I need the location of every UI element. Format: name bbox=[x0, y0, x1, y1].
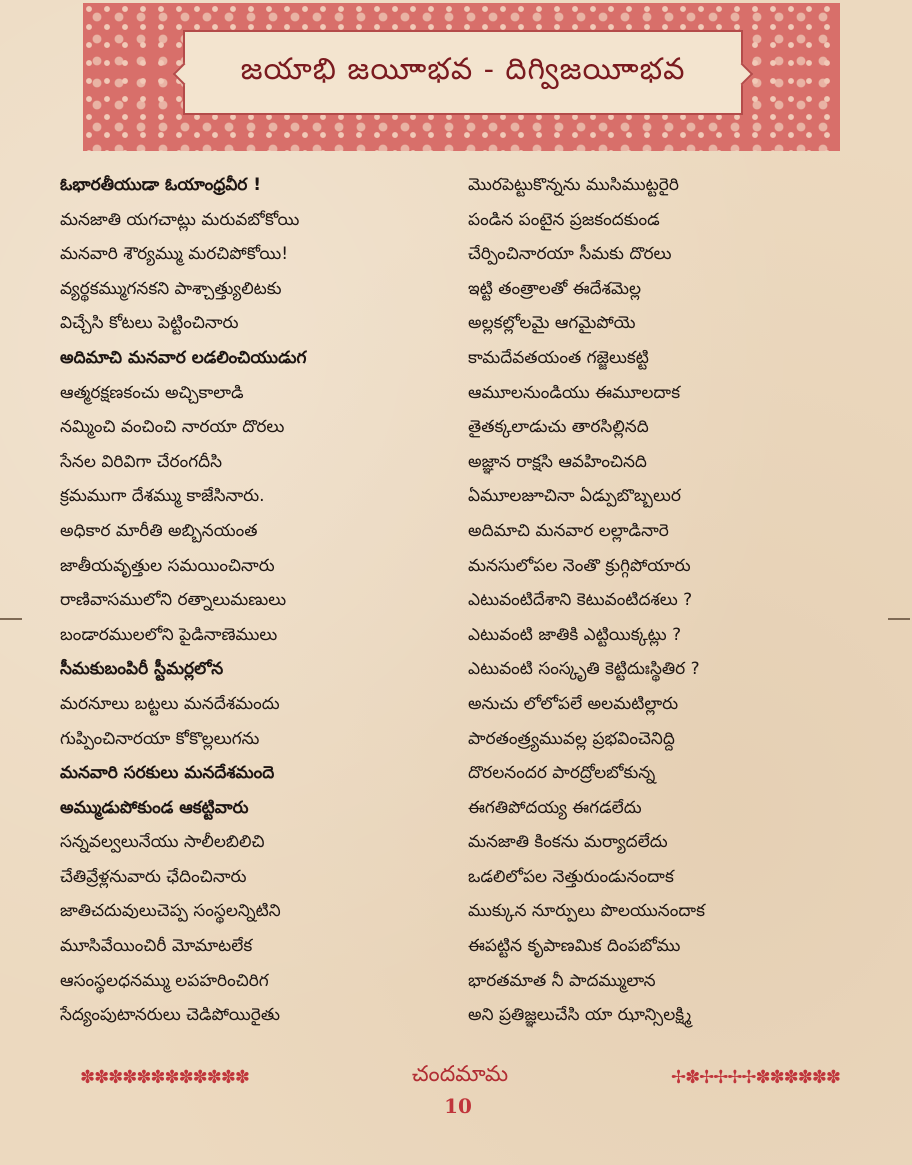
poem-line: సీమకుబంపిరీ స్టీమర్లలోన bbox=[60, 659, 224, 680]
poem-line: మనజాతి కింకను మర్యాదలేదు bbox=[468, 832, 668, 853]
poem-line: బండారములలోని పైడినాణెములు bbox=[60, 624, 278, 645]
poem-line: చేతివ్రేళ్లనువారు ఛేదించినారు bbox=[60, 866, 247, 887]
poem-line: మనవారి శౌర్యమ్ము మరచిపోకోయి! bbox=[60, 244, 289, 265]
poem-line: ఆమూలనుండియు ఈమూలదాక bbox=[468, 382, 681, 403]
page-number: 10 bbox=[444, 1094, 472, 1118]
footer-border bbox=[80, 1062, 840, 1092]
poem-line: నమ్మించి వంచించి నారయా దొరలు bbox=[60, 417, 285, 438]
poem-line: జాతిచదువులుచెప్ప సంస్థలన్నిటిని bbox=[60, 901, 281, 922]
poem-line: దొరలనందర పారద్రోలబోకున్న bbox=[468, 763, 656, 784]
poem-line: విచ్చేసి కోటలు పెట్టించినారు bbox=[60, 313, 239, 334]
poem-line: అనుచు లోలోపలే అలమటిల్లారు bbox=[468, 693, 679, 714]
poem-line: మొరపెట్టుకొన్నను ముసిముట్టరైరి bbox=[468, 175, 679, 195]
poem-line: క్రమముగా దేశమ్ము కాజేసినారు. bbox=[60, 486, 265, 507]
poem-line: అదిమాచి మనవార లల్లాడినారె bbox=[468, 520, 669, 541]
poem-left-column bbox=[60, 168, 430, 1033]
poem-line: అమ్ముడుపోకుండ ఆకట్టివారు bbox=[60, 797, 249, 818]
poem-line: భారతమాత నీ పాదమ్ములాన bbox=[468, 970, 656, 991]
poem-line: సన్నవల్వలునేయు సాలీలబిలిచి bbox=[60, 832, 265, 853]
poem-line: మూసివేయించిరీ మోమాటలేక bbox=[60, 936, 253, 957]
footer-star-ornament-right: ✢✽✢✢✢✢✽✽✽✽✽✽ bbox=[671, 1066, 840, 1088]
poem-line: కామదేవతయంత గజ్జెలుకట్టి bbox=[468, 347, 649, 368]
margin-mark bbox=[888, 618, 910, 620]
poem-line: అదిమాచి మనవార లడలించియుడుగ bbox=[60, 347, 307, 368]
poem-line: ఈగతిపోదయ్య ఈగడలేదు bbox=[468, 797, 642, 818]
poem-line: అజ్ఞాన రాక్షసి ఆవహించినది bbox=[468, 451, 647, 472]
poem-line: తైతక్కలాడుచు తారసిల్లినది bbox=[468, 417, 649, 438]
poem-line: సేనల విరివిగా చేరంగదీసి bbox=[60, 451, 223, 472]
margin-mark bbox=[0, 618, 22, 620]
poem-line: ఈపట్టిన కృపాణమిక దింపబోము bbox=[468, 936, 681, 957]
poem-line: ఆత్మరక్షణకంచు అచ్చికాలాడి bbox=[60, 382, 244, 403]
poem-line: మరనూలు బట్టలు మనదేశమందు bbox=[60, 693, 280, 714]
header-title-box bbox=[183, 30, 743, 115]
poem-line: చేర్పించినారయా సీమకు దొరలు bbox=[468, 244, 672, 265]
page-title: జయాభి జయీాభవ - దిగ్విజయీాభవ bbox=[240, 51, 686, 87]
footer-star-ornament-left: ✽✽✽✽✽✽✽✽✽✽✽✽ bbox=[80, 1066, 249, 1088]
poem-line: ఒడలిలోపల నెత్తురుండునందాక bbox=[468, 866, 674, 887]
poem-right-column bbox=[468, 168, 838, 1033]
poem-line: పారతంత్ర్యమువల్ల ప్రభవించెనిద్ది bbox=[468, 728, 675, 749]
magazine-name: చందమామ bbox=[411, 1062, 509, 1087]
poem-line: ఎటువంటి జాతికి ఎట్టియిక్కట్లు ? bbox=[468, 624, 682, 645]
poem-line: వ్యర్థకమ్ముగనకని పాశ్చాత్త్యులిటకు bbox=[60, 278, 282, 299]
poem-line: ఎటువంటి సంస్కృతి కెట్టిదుఃస్థితిర ? bbox=[468, 659, 700, 680]
poem-line: అధికార మారీతి అబ్బినయంత bbox=[60, 520, 258, 541]
poem-line: ఏమూలజూచినా ఏడ్పుబొబ్బలుర bbox=[468, 486, 681, 507]
poem-line: మనవారి సరకులు మనదేశమందె bbox=[60, 763, 275, 784]
poem-line: ఎటువంటిదేశాని కెటువంటిదశలు ? bbox=[468, 590, 693, 611]
poem-line: జాతీయవృత్తుల సమయించినారు bbox=[60, 555, 275, 576]
poem-line: సేద్యంపుటానరులు చెడిపోయిరైతు bbox=[60, 1005, 280, 1026]
poem-line: అల్లకల్లోలమై ఆగమైపోయె bbox=[468, 313, 636, 334]
poem-line: అని ప్రతిజ్ఞలుచేసి యా ఝాన్సిలక్ష్మి bbox=[468, 1005, 692, 1026]
poem-line: పండిన పంటైన ప్రజకందకుండ bbox=[468, 209, 660, 230]
poem-line: ఇట్టి తంత్రాలతో ఈదేశమెల్ల bbox=[468, 278, 642, 299]
poem-line: మనసులోపల నెంతొ క్రుగ్గిపోయారు bbox=[468, 555, 691, 576]
poem-line: మనజాతి యగచాట్లు మరువబోకోయి bbox=[60, 209, 300, 230]
poem-line: ఓభారతీయుడా ఓయాంధ్రవీర ! bbox=[60, 175, 262, 195]
poem-line: రాణివాసములోని రత్నాలుమణులు bbox=[60, 590, 287, 611]
poem-line: ముక్కున నూర్పులు పొలయునందాక bbox=[468, 901, 705, 922]
poem-line: ఆసంస్థలధనమ్ము లపహరించిరిగ bbox=[60, 970, 269, 991]
poem-line: గుప్పించినారయా కోకొల్లలుగను bbox=[60, 728, 260, 749]
